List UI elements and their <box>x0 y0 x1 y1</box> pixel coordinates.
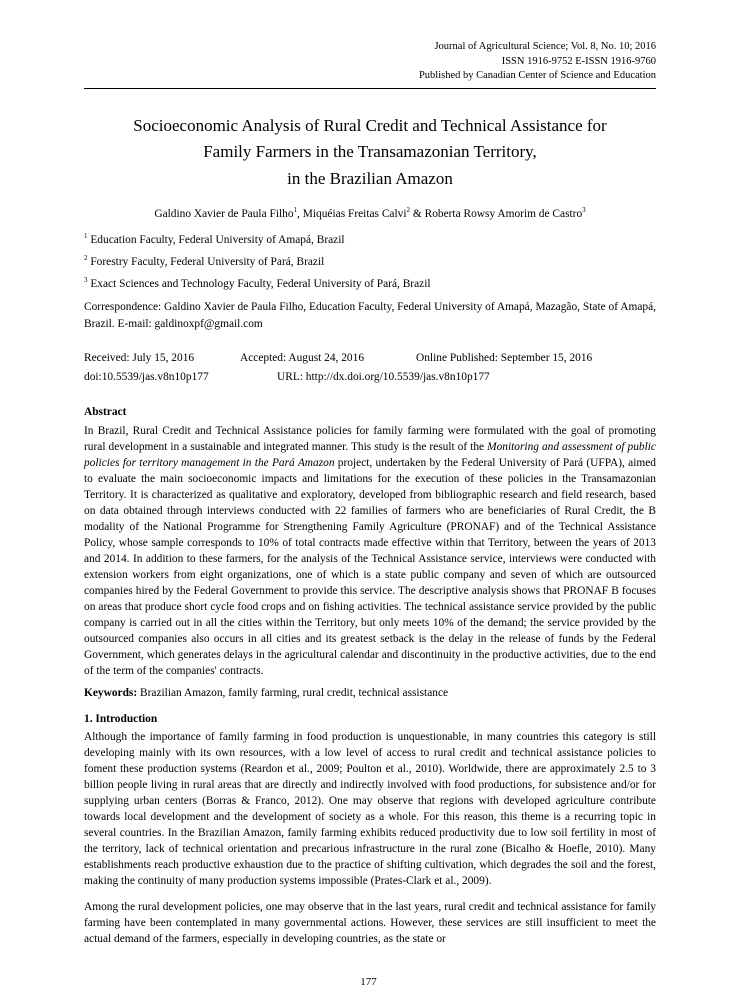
keywords-line <box>84 686 656 702</box>
doi-url-link[interactable]: http://dx.doi.org/10.5539/jas.v8n10p177 <box>305 371 490 384</box>
introduction-paragraph-1: Although the importance of family farming in food production is unquestionable, in many countries this category is still developing mainly with its own resources, with a low level of access to rural credit and technical assistance policies to foment these production systems (Reardon et al., 2009; Poulton et al., 2010). Worldwide, there are approximately 2.5 to 3 billion people living in rural areas that are directly and indirectly involved with food productions, for subsistence and/or for supplying urban centers (Borras & Franco, 2012). One may observe that regions with developed agriculture contribute towards local development and the development of society as a whole. For this reason, this theme is a recurring topic in several countries. In the Brazilian Amazon, family farming exhibits reduced productivity due to low soil fertility in most of the territory, lack of technical orientation and precarious infrastructure in the rural zone (Bicalho & Hoefle, 2010). Many establishments reach productive exhaustion due to the practice of shifting cultivation, which degrades the soil and the forest, making the continuity of many production systems impossible (Prates-Clark et al., 2009). <box>84 731 656 888</box>
introduction-paragraph-2: Among the rural development policies, one may observe that in the last years, rural credit and technical assistance for family farming have been contemplated in many governmental actions. However, these services are still insufficient to meet the actual demand of the farmers, especially in developing countries, as the state or <box>84 901 656 946</box>
header-divider <box>84 88 656 89</box>
correspondence-email-link[interactable]: galdinoxpf@gmail.com <box>154 317 263 330</box>
author-name-3: Roberta Rowsy Amorim de Castro <box>424 208 583 221</box>
author-name-1: Galdino Xavier de Paula Filho <box>154 208 294 221</box>
accepted-date: Accepted: August 24, 2016 <box>240 352 365 365</box>
keywords-label: Keywords: <box>84 686 140 699</box>
author-separator-1: , <box>297 208 303 221</box>
url-label: URL: <box>277 371 306 384</box>
affiliations-block <box>84 233 656 293</box>
abstract-text-1: In Brazil, Rural Credit and Technical Assistance policies for family farming were formulated with the goal of promoting rural development in a sustainable and integrated manner. This study is the result of the <box>84 425 656 453</box>
correspondence-block <box>84 299 656 332</box>
paper-title <box>84 113 656 192</box>
received-date: Received: July 15, 2016 <box>84 352 195 365</box>
title-line-2: Family Farmers in the Transamazonian Territory, <box>203 142 537 162</box>
doi-row <box>84 371 656 383</box>
author-separator-2: & <box>410 208 425 221</box>
page-number: 177 <box>360 976 377 988</box>
doi-text: doi:10.5539/jas.v8n10p177 <box>84 371 209 384</box>
affiliation-marker-2: 2 <box>84 254 88 263</box>
keywords-text: Brazilian Amazon, family farming, rural credit, technical assistance <box>140 686 449 699</box>
author-affiliation-ref-1: 1 <box>293 206 298 215</box>
journal-name: Journal of Agricultural Science; Vol. 8, No. 10; 2016 <box>434 41 656 52</box>
affiliation-text-1: Education Faculty, Federal University of Amapá, Brazil <box>87 234 345 247</box>
abstract-paragraph <box>84 424 656 680</box>
affiliation-marker-3: 3 <box>84 276 88 285</box>
authors-line <box>84 208 656 220</box>
abstract-text-2: project, undertaken by the Federal University of Pará (UFPA), aimed to evaluate the main socioeconomic impacts and limitations for the execution of these policies in the Transamazonian Territory. It is characterized as qualitative and exploratory, developed from bibliographic research and field research, based on data obtained through interviews conducted with 22 families of farmers who are beneficiaries of Rural Credit, the B modality of the National Programme for Strengthening Family Agriculture (PRONAF) and of the Technical Assistance Policy, whose sample corresponds to 10% of total contracts made effective within that Territory, between the years of 2013 and 2014. In addition to these farmers, for the analysis of the Technical Assistance service, interviews were conducted with extension workers from eight organizations, one of which is a state public company and seven of which are outsourced companies hired by the Federal Government to provide this service. The descriptive analysis shows that PRONAF B focuses on areas that produce short cycle food crops and on fishing activities. The technical assistance service provided by the public company is carried out in all the cities within the Territory, but only meets 10% of the demand; the service provided by the outsourced companies also occurs in all cities and its greatest setback is the delay in the release of funds by the Federal Government, which generates delays in the agricultural calendar and discontinuity in the productive activities, due to the end of the term of the companies' contracts. <box>84 456 657 677</box>
dates-row <box>84 352 656 364</box>
affiliation-marker-1: 1 <box>84 232 88 241</box>
introduction-heading: 1. Introduction <box>84 712 158 725</box>
journal-issn: ISSN 1916-9752 E-ISSN 1916-9760 <box>501 55 656 67</box>
affiliation-3 <box>84 277 656 293</box>
title-line-3: in the Brazilian Amazon <box>287 168 453 188</box>
author-name-2: Miquéias Freitas Calvi <box>302 208 407 221</box>
affiliation-text-2: Forestry Faculty, Federal University of Pará, Brazil <box>87 256 325 269</box>
correspondence-text: Correspondence: Galdino Xavier de Paula Filho, Education Faculty, Federal University of Amapá, Mazagão, State of Amapá, Brazil. E-mail: <box>84 301 656 330</box>
affiliation-1 <box>84 233 656 249</box>
title-line-1: Socioeconomic Analysis of Rural Credit and Technical Assistance for <box>133 116 607 136</box>
affiliation-text-3: Exact Sciences and Technology Faculty, Federal University of Pará, Brazil <box>87 278 431 291</box>
page-footer <box>0 976 737 988</box>
journal-header <box>84 40 656 84</box>
abstract-project-title: Monitoring and assessment of public policies for territory management in the Pará Amazon <box>84 441 656 469</box>
affiliation-2 <box>84 255 656 271</box>
author-affiliation-ref-3: 3 <box>582 206 586 215</box>
journal-publisher: Published by Canadian Center of Science and Education <box>418 70 656 82</box>
author-affiliation-ref-2: 2 <box>406 206 411 215</box>
abstract-heading: Abstract <box>84 406 127 419</box>
online-published-date: Online Published: September 15, 2016 <box>416 352 593 365</box>
